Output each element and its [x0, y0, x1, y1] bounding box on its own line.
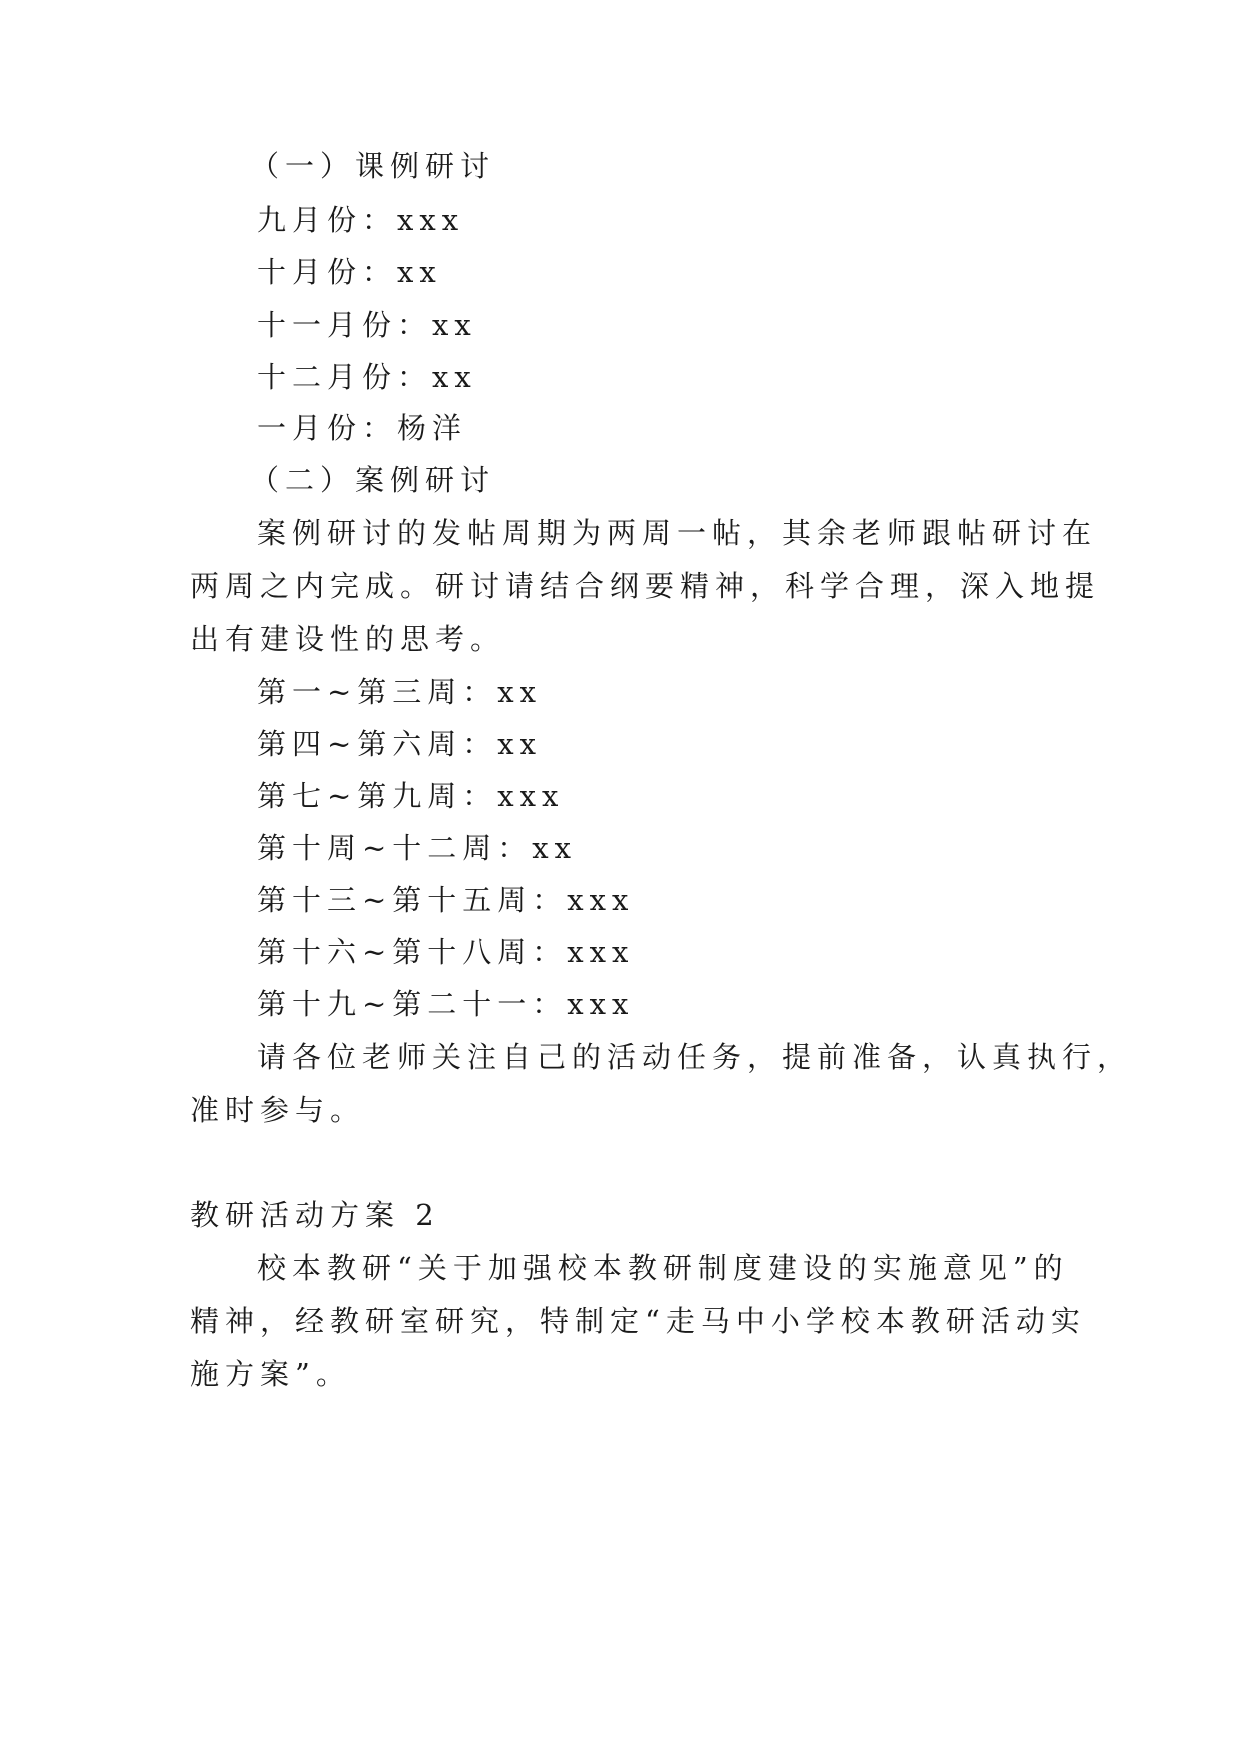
list-item: 第七~第九周：xxx [257, 779, 565, 813]
list-item: 第一~第三周：xx [257, 675, 543, 709]
list-item: 第四~第六周：xx [257, 727, 543, 761]
paragraph-line: 施方案”。 [190, 1357, 351, 1391]
section-one-heading: （一）课例研讨 [250, 149, 496, 183]
list-item: 第十九~第二十一：xxx [257, 987, 635, 1021]
list-item: 十一月份：xx [257, 308, 477, 342]
paragraph-line: 案例研讨的发帖周期为两周一帖，其余老师跟帖研讨在 [257, 516, 1098, 550]
list-item: 第十周~十二周：xx [257, 831, 578, 865]
list-item: 十月份：xx [257, 255, 442, 289]
list-item: 第十三~第十五周：xxx [257, 883, 635, 917]
closing-line: 请各位老师关注自己的活动任务，提前准备，认真执行， [257, 1040, 1133, 1074]
list-item: 九月份：xxx [257, 203, 465, 237]
paragraph-line: 校本教研“关于加强校本教研制度建设的实施意见”的 [257, 1251, 1069, 1285]
section-two-heading: （二）案例研讨 [250, 463, 496, 497]
list-item: 十二月份：xx [257, 360, 477, 394]
list-item: 一月份：杨洋 [257, 411, 468, 445]
paragraph-line: 精神，经教研室研究，特制定“走马中小学校本教研活动实 [190, 1304, 1086, 1338]
paragraph-line: 两周之内完成。研讨请结合纲要精神，科学合理，深入地提 [190, 569, 1101, 603]
list-item: 第十六~第十八周：xxx [257, 935, 635, 969]
closing-line: 准时参与。 [190, 1093, 366, 1127]
plan-two-title: 教研活动方案 2 [190, 1198, 440, 1232]
paragraph-line: 出有建设性的思考。 [190, 622, 506, 656]
